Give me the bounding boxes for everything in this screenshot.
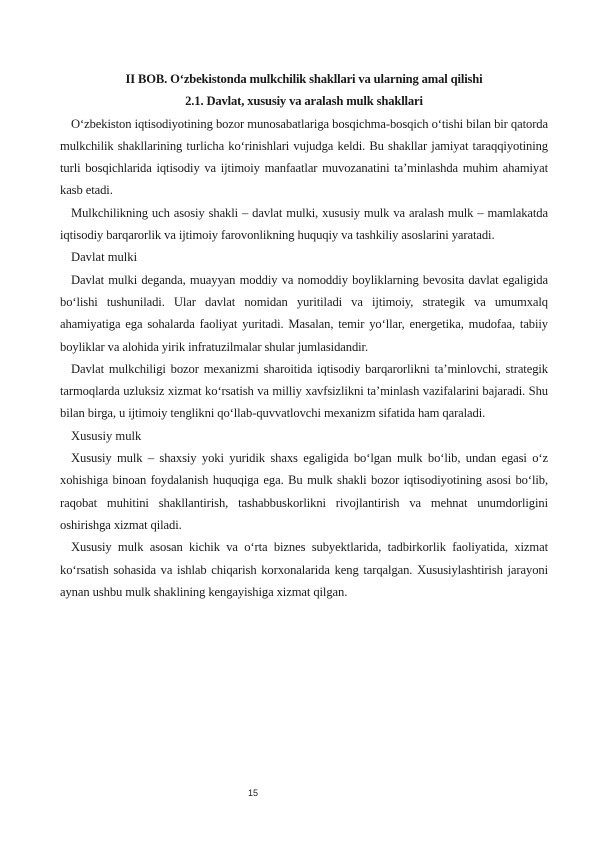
state-paragraph-2: Davlat mulkchiligi bozor mexanizmi sharoitida iqtisodiy barqarorlikni ta’minlovchi, strategik tarmoqlarda uzluksiz xizmat ko‘rsatish va milliy xavfsizlikni ta’minlash vazifalarini bajaradi. Shu bilan birga, u ijtimoiy tenglikni qo‘llab-quvvatlovchi mexanizm sifatida ham qaraladi. bbox=[60, 361, 548, 421]
subheading-state-property: Davlat mulki bbox=[71, 250, 138, 265]
private-paragraph-2: Xususiy mulk asosan kichik va o‘rta biznes subyektlarida, tadbirkorlik faoliyatida, xizmat ko‘rsatish sohasida va ishlab chiqarish korxonalarida keng tarqalgan. Xususiylashtirish jarayoni aynan ushbu mulk shaklining kengayishiga xizmat qilgan. bbox=[60, 540, 548, 599]
chapter-title: II BOB. O‘zbekistonda mulkchilik shakllari va ularning amal qilishi bbox=[125, 72, 483, 86]
page-content bbox=[60, 68, 548, 603]
private-paragraph-1: Xususiy mulk – shaxsiy yoki yuridik shaxs egaligida bo‘lgan mulk bo‘lib, undan egasi o‘z xohishiga binoan foydalanish huquqiga ega. Bu mulk shakli bozor iqtisodiyotining asosi bo‘lib, raqobat muhitini shakllantirish, tashabbuskorlikni rivojlantirish va mehnat unumdorligini oshirishga xizmat qiladi. bbox=[60, 451, 548, 532]
intro-paragraph-1: O‘zbekiston iqtisodiyotining bozor munosabatlariga bosqichma-bosqich o‘tishi bilan bir qatorda mulkchilik shakllarining turlicha ko‘rinishlari vujudga keldi. Bu shakllar jamiyat taraqqiyotining turli bosqichlarida iqtisodiy va ijtimoiy manfaatlar muvozanatini ta’minlashda muhim ahamiyat kasb etadi. bbox=[60, 116, 548, 198]
section-title: 2.1. Davlat, xususiy va aralash mulk shakllari bbox=[185, 94, 423, 109]
page-number: 15 bbox=[247, 788, 258, 798]
intro-paragraph-2: Mulkchilikning uch asosiy shakli – davlat mulki, xususiy mulk va aralash mulk – mamlakatda iqtisodiy barqarorlik va ijtimoiy farovonlikning huquqiy va tashkiliy asoslarini yaratadi. bbox=[60, 205, 548, 243]
subheading-private-property: Xususiy mulk bbox=[71, 428, 142, 443]
state-paragraph-1: Davlat mulki deganda, muayyan moddiy va nomoddiy boyliklarning bevosita davlat egaligida bo‘lishi tushuniladi. Ular davlat nomidan yuritiladi va ijtimoiy, strategik va umumxalq ahamiyatiga ega sohalarda faoliyat yuritadi. Masalan, temir yo‘llar, energetika, mudofaa, tabiiy boyliklar va alohida yirik infratuzilmalar shular jumlasidandir. bbox=[60, 272, 548, 354]
